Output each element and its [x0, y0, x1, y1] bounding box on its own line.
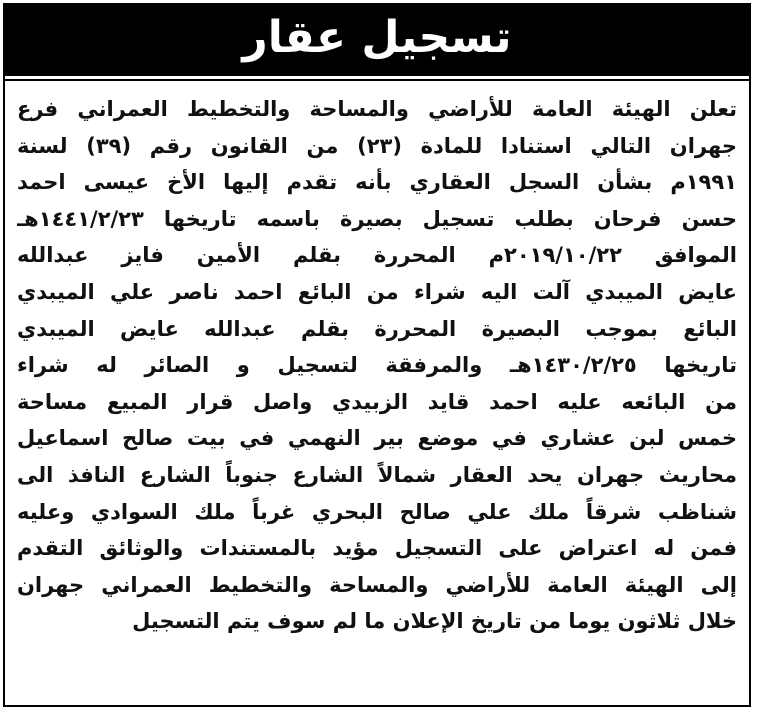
body-line: تاريخها ١٤٣٠/٢/٢٥هـ والمرفقة لتسجيل و الصائر له شراء — [17, 353, 737, 378]
body-line: من البائعه عليه احمد قايد الزبيدي واصل قرار المبيع مساحة — [17, 389, 737, 414]
body-line: جهران التالي استنادا للمادة (٢٣) من القانون رقم (٣٩) لسنة — [17, 133, 737, 158]
body-line: ١٩٩١م بشأن السجل العقاري بأنه تقدم إليها الأخ عيسى احمد — [17, 170, 737, 195]
notice-body — [17, 91, 737, 640]
title-banner — [5, 5, 749, 76]
body-line: تعلن الهيئة العامة للأراضي والمساحة والتخطيط العمراني فرع — [17, 97, 737, 121]
body-line: إلى الهيئة العامة للأراضي والمساحة والتخطيط العمراني جهران — [17, 572, 737, 597]
body-line: فمن له اعتراض على التسجيل مؤيد بالمستندات والوثائق التقدم — [17, 536, 737, 561]
body-line: خلال ثلاثون يوما من تاريخ الإعلان ما لم سوف يتم التسجيل — [132, 609, 737, 634]
body-line: البائع بموجب البصيرة المحررة بقلم عبدالله عايض الميبدي — [17, 316, 737, 341]
notice-box — [3, 3, 751, 707]
body-line: شناظب شرقاً ملك علي صالح البحري غرباً ملك السوادي وعليه — [17, 499, 737, 524]
body-line: محاريث جهران يحد العقار شمالاً الشارع جنوباً الشارع النافذ الى — [17, 462, 737, 487]
body-line: الموافق ٢٠١٩/١٠/٢٢م المحررة بقلم الأمين فايز عبدالله — [17, 243, 737, 268]
body-line: حسن فرحان بطلب تسجيل بصيرة باسمه تاريخها ١٤٤١/٢/٢٣هـ — [17, 206, 737, 231]
notice-title: تسجيل عقار — [242, 12, 512, 63]
body-line: خمس لبن عشاري في موضع بير النهمي في بيت صالح اسماعيل — [17, 426, 737, 451]
body-line: عايض الميبدي آلت اليه شراء من البائع احمد ناصر علي الميبدي — [17, 279, 737, 304]
